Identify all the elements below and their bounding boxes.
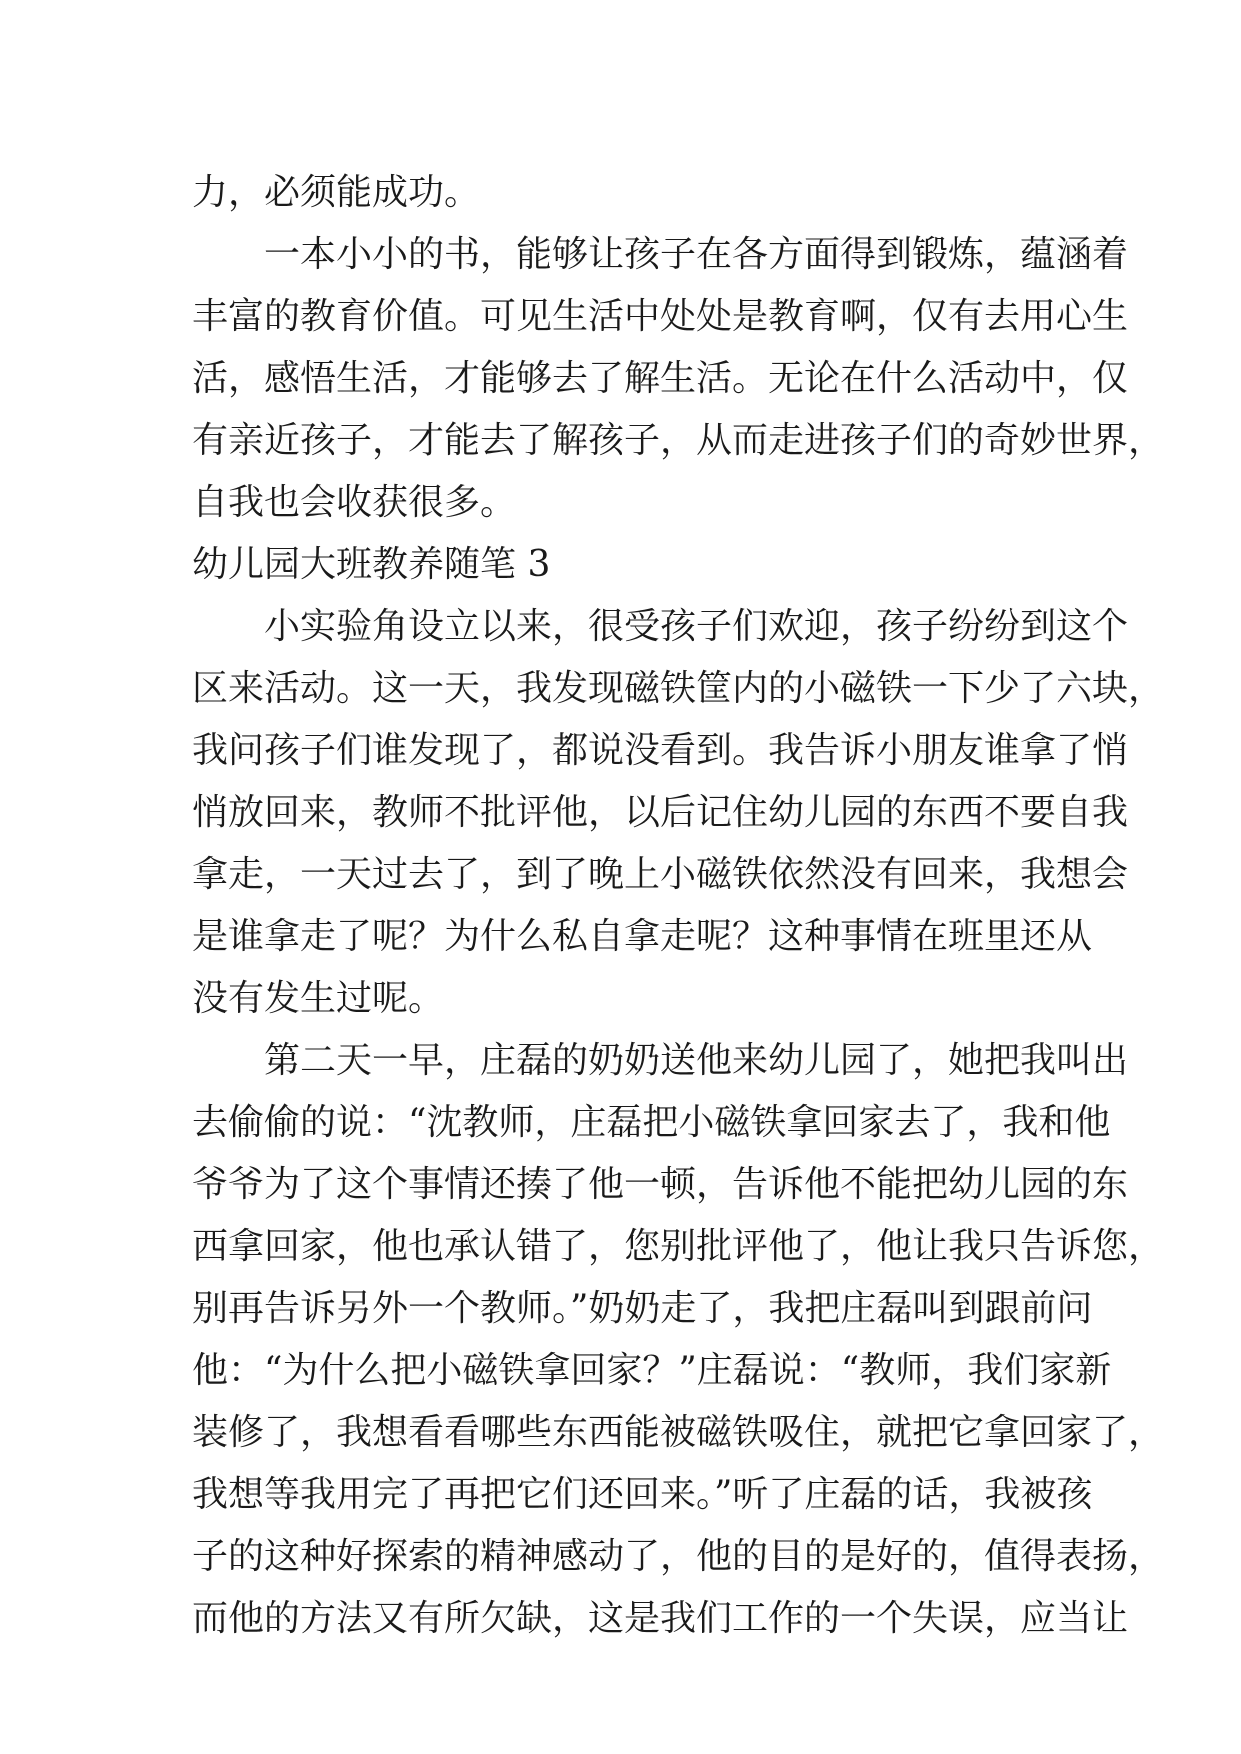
text-line: 自我也会收获很多。: [192, 482, 517, 523]
paragraph-continuation: [192, 162, 1062, 224]
text-line: 小实验角设立以来，很受孩子们欢迎，孩子纷纷到这个: [264, 606, 1129, 647]
text-line: 区来活动。这一天，我发现磁铁筐内的小磁铁一下少了六块，: [192, 668, 1165, 709]
text-line: 一本小小的书，能够让孩子在各方面得到锻炼，蕴涵着: [264, 234, 1129, 275]
paragraph-magnets: [192, 596, 1165, 1030]
text-line: 而他的方法又有所欠缺，这是我们工作的一个失误，应当让: [192, 1598, 1129, 1639]
text-line: 是谁拿走了呢？为什么私自拿走呢？这种事情在班里还从: [192, 916, 1093, 957]
text-line: 我想等我用完了再把它们还回来。”听了庄磊的话，我被孩: [192, 1474, 1093, 1515]
text-line: 丰富的教育价值。可见生活中处处是教育啊，仅有去用心生: [192, 296, 1129, 337]
text-line: 爷爷为了这个事情还揍了他一顿，告诉他不能把幼儿园的东: [192, 1164, 1129, 1205]
text-line: 有亲近孩子，才能去了解孩子，从而走进孩子们的奇妙世界，: [192, 420, 1165, 461]
section-heading: 幼儿园大班教养随笔 3: [192, 544, 551, 585]
paragraph-grandma: [192, 1030, 1165, 1650]
text-line: 西拿回家，他也承认错了，您别批评他了，他让我只告诉您，: [192, 1226, 1165, 1267]
text-line: 没有发生过呢。: [192, 978, 445, 1019]
paragraph-summary: [192, 224, 1165, 534]
text-line: 第二天一早，庄磊的奶奶送他来幼儿园了，她把我叫出: [264, 1040, 1129, 1081]
text-line: 我问孩子们谁发现了，都说没看到。我告诉小朋友谁拿了悄: [192, 730, 1129, 771]
text-line: 悄放回来，教师不批评他，以后记住幼儿园的东西不要自我: [192, 792, 1129, 833]
text-line: 子的这种好探索的精神感动了，他的目的是好的，值得表扬，: [192, 1536, 1165, 1577]
text-line: 拿走，一天过去了，到了晚上小磁铁依然没有回来，我想会: [192, 854, 1129, 895]
text-line: 别再告诉另外一个教师。”奶奶走了，我把庄磊叫到跟前问: [192, 1288, 1093, 1329]
text-line: 去偷偷的说：“沈教师，庄磊把小磁铁拿回家去了，我和他: [192, 1102, 1111, 1143]
document-body: [192, 162, 1165, 1650]
text-line: 力，必须能成功。: [192, 172, 481, 213]
text-line: 他：“为什么把小磁铁拿回家？”庄磊说：“教师，我们家新: [192, 1350, 1112, 1391]
text-line: 装修了，我想看看哪些东西能被磁铁吸住，就把它拿回家了，: [192, 1412, 1165, 1453]
text-line: 活，感悟生活，才能够去了解生活。无论在什么活动中，仅: [192, 358, 1129, 399]
